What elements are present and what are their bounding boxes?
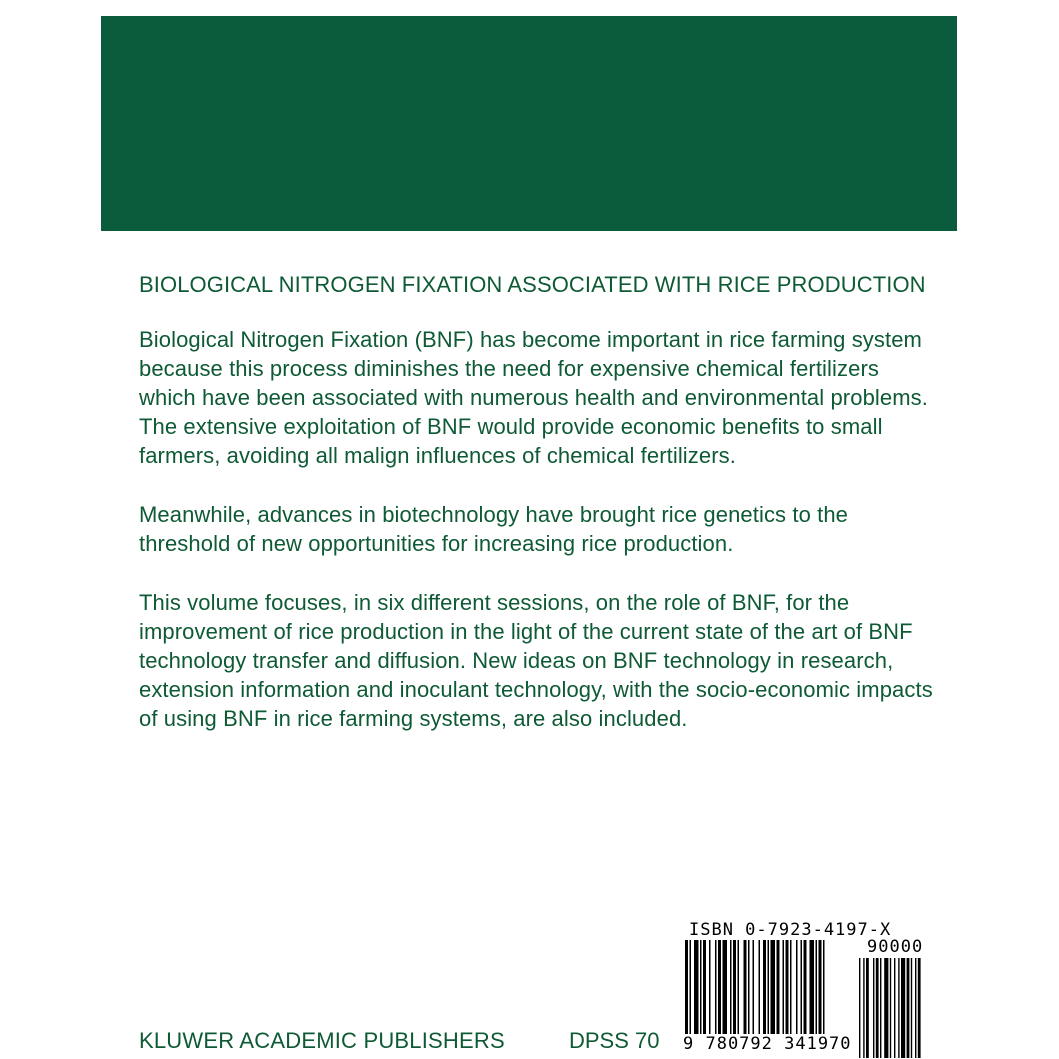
barcode-bar bbox=[690, 940, 692, 1040]
barcode-bar bbox=[790, 940, 792, 1040]
barcode-bar bbox=[703, 940, 706, 1040]
barcode-addon-bar bbox=[880, 958, 881, 1058]
barcode-addon-bar bbox=[866, 958, 869, 1058]
barcode-addon-bar bbox=[876, 958, 879, 1058]
barcode-bar bbox=[733, 940, 736, 1040]
barcode-bar bbox=[763, 940, 766, 1040]
barcode-addon-bar bbox=[918, 958, 921, 1058]
book-title: BIOLOGICAL NITROGEN FIXATION ASSOCIATED WITH RICE PRODUCTION bbox=[139, 272, 926, 297]
barcode-bar bbox=[810, 940, 815, 1040]
barcode-addon-bar bbox=[863, 958, 864, 1058]
barcode-bar bbox=[748, 940, 750, 1040]
barcode-bar bbox=[694, 940, 699, 1040]
barcode-addon-bar bbox=[898, 958, 899, 1058]
cover-text-block bbox=[139, 270, 939, 763]
barcode-bar bbox=[723, 940, 728, 1040]
ean-digits: 9 780792 341970 bbox=[683, 1034, 852, 1054]
cover-green-band bbox=[101, 16, 957, 231]
barcode-bar bbox=[744, 940, 747, 1040]
isbn-label: ISBN 0-7923-4197-X bbox=[689, 920, 892, 940]
barcode-bar bbox=[700, 940, 702, 1040]
barcode-bar bbox=[796, 940, 798, 1040]
barcode bbox=[677, 920, 939, 1059]
barcode-addon-bar bbox=[894, 958, 895, 1058]
price-addon-code: 90000 bbox=[867, 937, 924, 957]
barcode-bar bbox=[771, 940, 776, 1040]
barcode-addon-bar bbox=[907, 958, 910, 1058]
series-code: DPSS 70 bbox=[569, 1028, 660, 1053]
barcode-addon-bar bbox=[901, 958, 905, 1058]
barcode-bar bbox=[783, 940, 785, 1040]
barcode-addon-bar bbox=[884, 958, 888, 1058]
description-paragraph: Meanwhile, advances in biotechnology have brought rice genetics to the threshold of new opportunities for increasing rice production. bbox=[139, 502, 849, 556]
barcode-addon-bar bbox=[859, 958, 860, 1058]
barcode-bar bbox=[819, 940, 822, 1040]
barcode-bar bbox=[801, 940, 803, 1040]
barcode-bar bbox=[816, 940, 818, 1040]
barcode-bar bbox=[715, 940, 717, 1040]
barcode-bar bbox=[709, 940, 711, 1040]
publisher-name: KLUWER ACADEMIC PUBLISHERS bbox=[139, 1028, 505, 1053]
barcode-addon-bar bbox=[911, 958, 912, 1058]
barcode-bar bbox=[777, 940, 780, 1040]
barcode-bar bbox=[753, 940, 755, 1040]
barcode-bar bbox=[804, 940, 807, 1040]
barcode-bar bbox=[738, 940, 740, 1040]
barcode-addon-bar bbox=[890, 958, 891, 1058]
barcode-bar bbox=[718, 940, 721, 1040]
barcode-bar bbox=[730, 940, 732, 1040]
barcode-addon-bar bbox=[915, 958, 916, 1058]
barcode-bar bbox=[685, 940, 688, 1040]
barcode-bar bbox=[786, 940, 789, 1040]
description-paragraph: Biological Nitrogen Fixation (BNF) has become important in rice farming system because this process diminishes the need for expensive chemical fertilizers which have been associated with numerous health and environmental problems. The extensive exploitation of BNF would provide economic benefits to small farmers, avoiding all malign influences of chemical fertilizers. bbox=[139, 327, 928, 468]
barcode-bar bbox=[823, 940, 825, 1040]
barcode-bar bbox=[759, 940, 761, 1040]
description-paragraph: This volume focuses, in six different sessions, on the role of BNF, for the improvement of rice production in the light of the current state of the art of BNF technology transfer and diffusion. New ideas on BNF technology in research, extension information and inoculant technology, with the socio-economic impacts of using BNF in rice farming systems, are also included. bbox=[139, 590, 933, 731]
barcode-bar bbox=[768, 940, 770, 1040]
barcode-addon-bar bbox=[873, 958, 874, 1058]
